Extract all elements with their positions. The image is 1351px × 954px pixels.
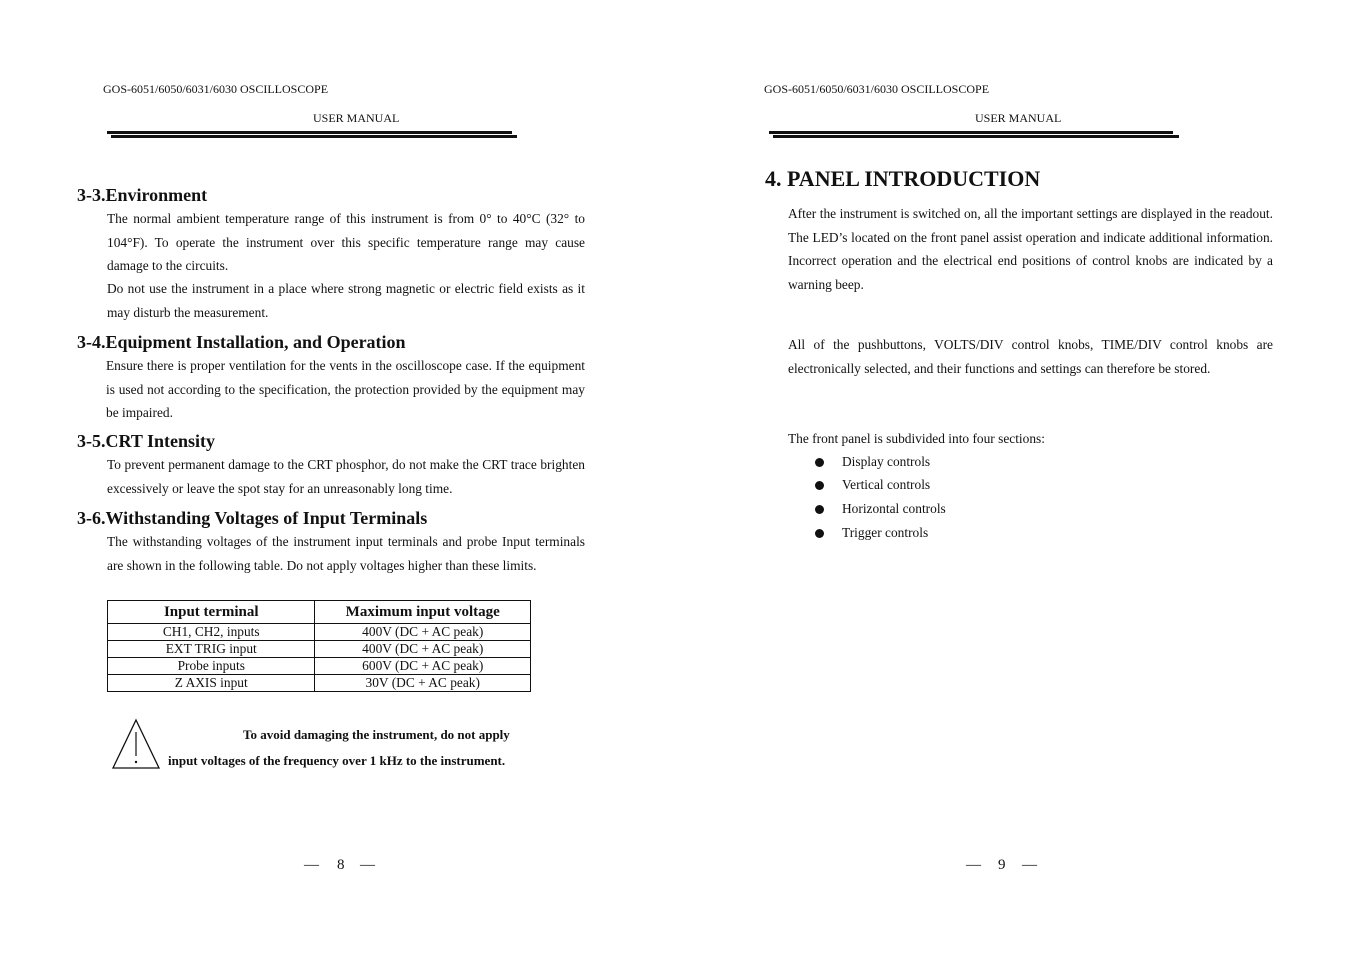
page-number: 8 — [337, 857, 345, 873]
paragraph: After the instrument is switched on, all the important settings are displayed in the readout. The LED’s located on the front panel assist operation and indicate additional information. Incorrect operation and the electrical end positions of control knobs are indicated by a warning beep. — [788, 206, 1273, 292]
table-row — [108, 658, 531, 675]
table-cell: EXT TRIG input — [108, 641, 315, 658]
paragraph: The normal ambient temperature range of this instrument is from 0° to 40°C (32° to 104°F). To operate the instrument over this specific temperature range may cause damage to the circuits. — [107, 211, 585, 273]
paragraph: The front panel is subdivided into four sections: — [788, 431, 1045, 446]
paragraph: Ensure there is proper ventilation for the vents in the oscilloscope case. If the equipment is used not according to the specification, the protection provided by the equipment may be impaired. — [106, 358, 585, 420]
table-cell: Probe inputs — [108, 658, 315, 675]
table-cell: CH1, CH2, inputs — [108, 624, 315, 641]
page-dash-right: — — [360, 857, 375, 873]
bullet-dot-icon — [815, 529, 824, 538]
bullet-dot-icon — [815, 505, 824, 514]
bullet-dot-icon — [815, 458, 824, 467]
page-dash-right: — — [1022, 857, 1037, 873]
section-title-environment: 3-3.Environment — [77, 185, 208, 205]
table-cell: 400V (DC + AC peak) — [315, 641, 531, 658]
list-item: Display controls — [842, 454, 931, 469]
section-title-crt-intensity: 3-5.CRT Intensity — [77, 431, 216, 451]
table-cell: 30V (DC + AC peak) — [315, 675, 531, 692]
page-dash-left: — — [966, 857, 981, 873]
warning-triangle-icon — [111, 718, 161, 770]
warning-text-line2: input voltages of the frequency over 1 kHz to the instrument. — [168, 753, 506, 768]
header-rule-thick — [111, 135, 517, 138]
header-manual: USER MANUAL — [975, 111, 1062, 125]
table-header-cell: Maximum input voltage — [315, 601, 531, 624]
warning-text-line1: To avoid damaging the instrument, do not apply — [243, 727, 510, 742]
paragraph: To prevent permanent damage to the CRT phosphor, do not make the CRT trace brighten excessively or leave the spot stay for an unreasonably long time. — [107, 457, 585, 496]
bullet-dot-icon — [815, 481, 824, 490]
list-item: Vertical controls — [842, 477, 931, 492]
header-rule-thick — [769, 131, 1173, 134]
header-manual: USER MANUAL — [313, 111, 400, 125]
table-header-cell: Input terminal — [108, 601, 315, 624]
list-item: Trigger controls — [842, 525, 929, 540]
paragraph: The withstanding voltages of the instrument input terminals and probe Input terminals are shown in the following table. Do not apply voltages higher than these limits. — [107, 534, 585, 573]
header-rule-thick — [107, 131, 512, 134]
table-cell: 600V (DC + AC peak) — [315, 658, 531, 675]
voltage-table — [107, 600, 531, 692]
list-item: Horizontal controls — [842, 501, 946, 516]
page-dash-left: — — [304, 857, 319, 873]
right-page — [676, 0, 1351, 954]
paragraph: Do not use the instrument in a place where strong magnetic or electric field exists as it may disturb the measurement. — [107, 281, 585, 320]
table-row — [108, 675, 531, 692]
table-cell: Z AXIS input — [108, 675, 315, 692]
table-row — [108, 624, 531, 641]
page-title: 4. PANEL INTRODUCTION — [765, 166, 1041, 191]
section-title-installation: 3-4.Equipment Installation, and Operation — [77, 332, 406, 352]
section-title-withstanding-voltages: 3-6.Withstanding Voltages of Input Terminals — [77, 508, 428, 528]
header-rule-thick — [773, 135, 1179, 138]
table-row — [108, 641, 531, 658]
table-cell: 400V (DC + AC peak) — [315, 624, 531, 641]
paragraph: All of the pushbuttons, VOLTS/DIV control knobs, TIME/DIV control knobs are electronically selected, and their functions and settings can therefore be stored. — [788, 337, 1273, 376]
header-model: GOS-6051/6050/6031/6030 OSCILLOSCOPE — [103, 82, 329, 96]
table-header-row — [108, 601, 531, 624]
page-number: 9 — [998, 857, 1006, 873]
header-model: GOS-6051/6050/6031/6030 OSCILLOSCOPE — [764, 82, 990, 96]
